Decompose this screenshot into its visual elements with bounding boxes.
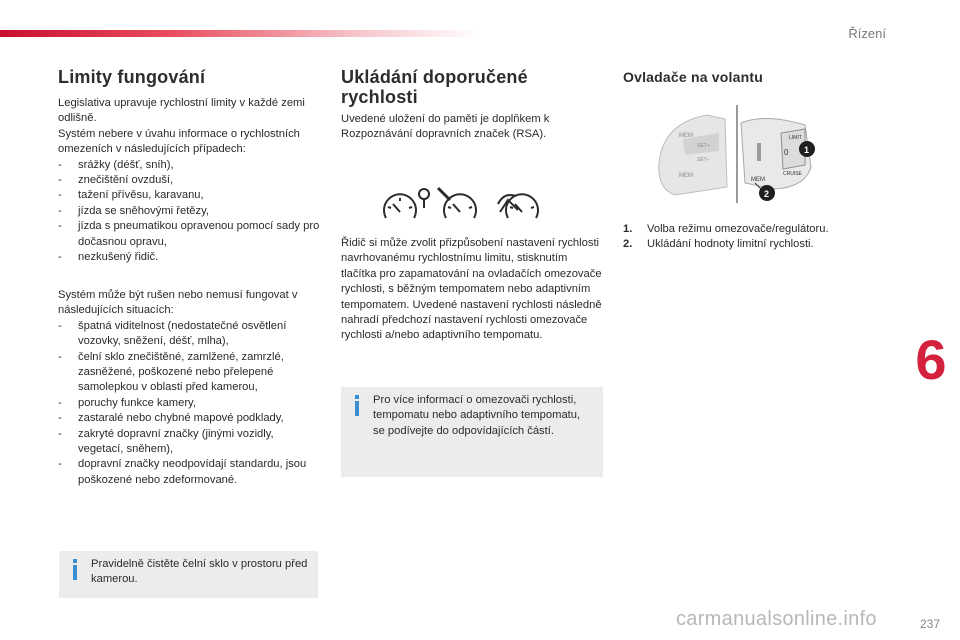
list-item: - poruchy funkce kamery, (58, 396, 320, 411)
list-item: - čelní sklo znečištěné, zamlžené, zamrzlé, zasněžené, poškozené nebo přelepené samolepkou v oblasti před kamerou, (58, 350, 320, 396)
page-number: 237 (919, 617, 940, 631)
limits-para-1: Legislativa upravuje rychlostní limity v každé zemi odlišně. (58, 97, 305, 125)
svg-text:MEM: MEM (679, 133, 693, 139)
list-item: - zastaralé nebo chybné mapové podklady, (58, 411, 320, 426)
header-accent-bar (0, 30, 480, 37)
watermark: carmanualsonline.info (676, 608, 877, 630)
chapter-number: 6 (915, 328, 947, 391)
list-item: - špatná viditelnost (nedostatečné osvětlení vozovky, sněžení, déšť, mlha), (58, 319, 320, 350)
steering-controls-photo (655, 103, 815, 208)
chapter-tab (902, 318, 960, 402)
callout-1-icon (799, 141, 815, 157)
speedometer-pointer-icon (438, 188, 476, 218)
legend-item: 1. Volba režimu omezovače/regulátoru. (623, 223, 829, 235)
info-icon (341, 387, 373, 477)
limits-block-1 (58, 96, 320, 265)
speedometer-icon (384, 189, 429, 218)
limits-list-2 (58, 319, 320, 488)
svg-text:SET+: SET+ (697, 143, 710, 149)
limits-block-2 (58, 288, 320, 488)
list-item: - tažení přívěsu, karavanu, (58, 188, 320, 203)
svg-text:0: 0 (784, 148, 789, 157)
limits-para-2: Systém nebere v úvahu informace o rychlostních omezeních v následujících případech: (58, 127, 300, 156)
svg-text:MEM: MEM (751, 177, 765, 183)
controls-legend (623, 222, 885, 253)
svg-text:2: 2 (764, 189, 770, 199)
list-item: - zakryté dopravní značky (jinými vozidly, vegetací, sněhem), (58, 427, 320, 458)
svg-text:MEM: MEM (679, 173, 693, 179)
list-item: - jízda se sněhovými řetězy, (58, 204, 320, 219)
info-text-more: Pro více informací o omezovači rychlosti, tempomatu nebo adaptivního tempomatu, se podívejte do odpovídajících částí. (373, 394, 581, 437)
speed-icons (380, 182, 545, 226)
list-item: - dopravní značky neodpovídají standardu, jsou poškozené nebo zdeformované. (58, 457, 320, 488)
section-title-speed-memory: Ukládání doporučené rychlosti (341, 67, 528, 107)
list-item: - srážky (déšť, sníh), (58, 158, 320, 173)
info-box-more (341, 387, 603, 477)
chapter-title: Řízení (848, 26, 886, 41)
legend-item: 2. Ukládání hodnoty limitní rychlosti. (623, 238, 814, 251)
info-box-camera (59, 551, 318, 598)
svg-text:CRUISE: CRUISE (783, 171, 802, 177)
list-item: - nezkušený řidič. (58, 250, 320, 265)
section-title-controls: Ovladače na volantu (623, 69, 763, 85)
section-title-limits: Limity fungování (58, 67, 206, 87)
speedometer-press-icon (498, 194, 538, 218)
list-item: - znečištění ovzduší, (58, 173, 320, 188)
speed-memory-para-2: Řidič si může zvolit přizpůsobení nastavení rychlosti navrhovanému rychlostnímu limitu, stisknutím tlačítka pro zapamatování na ovladačích omezovače rychlosti, s běžným tempomatem nebo adaptivním tempomatem. Uvedené nastavení rychlosti následně nahradí předchozí nastavení rychlosti omezovače rychlosti a/nebo adaptivního tempomatu. (341, 237, 602, 342)
speed-memory-para-1: Uvedené uložení do paměti je doplňkem k Rozpoznávání dopravních značek (RSA). (341, 113, 550, 141)
info-icon (59, 551, 91, 598)
list-item: - jízda s pneumatikou opravenou pomocí sady pro dočasnou opravu, (58, 219, 320, 250)
svg-text:SET−: SET− (697, 157, 710, 163)
svg-text:1: 1 (804, 145, 810, 155)
svg-text:LIMIT: LIMIT (789, 135, 802, 141)
right-stalk (741, 118, 811, 189)
limits-para-3: Systém může být rušen nebo nemusí fungovat v následujících situacích: (58, 289, 298, 317)
info-text-camera: Pravidelně čistěte čelní sklo v prostoru před kamerou. (91, 558, 308, 586)
limits-list-1 (58, 158, 320, 266)
